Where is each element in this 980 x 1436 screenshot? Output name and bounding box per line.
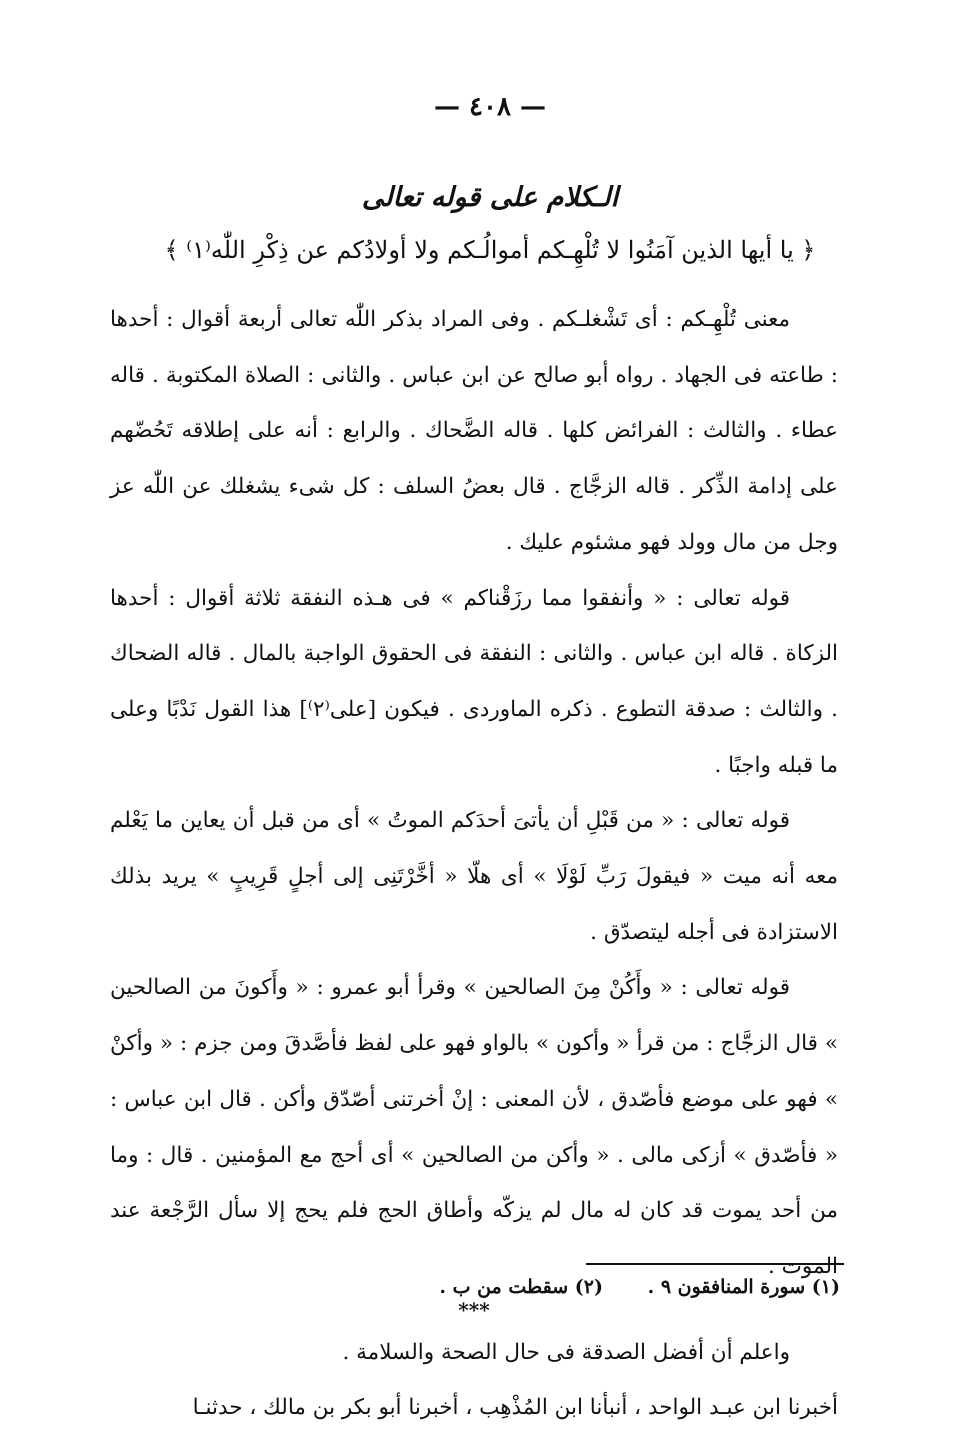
paragraph-isnad: أخبرنا ابن عبـد الواحد ، أنبأنا ابن المُذْهِب ، أخبرنا أبو بكر بن مالك ، حدثنـا bbox=[192, 1395, 838, 1421]
paragraph-spending: قوله تعالى : « وأنفقوا مما رزَقْناكم » فى هـذه النفقة ثلاثة أقوال : أحدها الزكاة . قاله ابن عباس . والثانى : النفقة فى الحقوق الواجبة بالمال . قاله الضحاك . والثالث : صدقة التطوع . ذكره الماوردى . فيكون [على⁽٢⁾] هذا القول نَدْبًا وعلى ما قبله واجبًا . bbox=[110, 585, 838, 778]
section-title: الـكلام على قوله تعالى bbox=[361, 182, 619, 213]
quran-verse: ﴿ يا أيها الذين آمَنُوا لا تُلْهِـكم أموالُـكم ولا أولادُكم عن ذِكْرِ اللّٰه⁽١⁾ ﴾ bbox=[164, 236, 816, 264]
paragraph-best-charity: واعلم أن أفضل الصدقة فى حال الصحة والسلامة . bbox=[342, 1339, 790, 1365]
paragraph-righteous: قوله تعالى : « وأَكُنْ مِنَ الصالحين » وقرأ أبو عمرو : « وأَكونَ من الصالحين » قال الزجَّاج : من قرأ « وأكون » بالواو فهو على لفظ فأصَّدقَ ومن جزم : « وأكنْ » فهو على موضع فأصّدق ، لأن المعنى : إنْ أخرتنى أصّدّق وأكن . قال ابن عباس : « فأصّدق » أزكى مالى . « وأكن من الصالحين » أى أحج مع المؤمنين . قال : وما من أحد يموت قد كان له مال لم يزكّه وأطاق الحج فلم يحج إلا سأل الرَّجْعة عند الموت . bbox=[110, 975, 838, 1279]
paragraph-before-death: قوله تعالى : « من قَبْلِ أن يأتىَ أحدَكم الموتُ » أى من قبل أن يعاين ما يَعْلم معه أنه ميت « فيقولَ رَبِّ لَوْلَا » أى هلّا « أخَّرْتَنِى إلى أجلٍ قَرِيبٍ » يريد بذلك الاستزادة فى أجله ليتصدّق . bbox=[110, 808, 838, 945]
paragraph-meaning: معنى تُلْهِـكم : أى تَشْغلـكم . وفى المراد بذكر اللّٰه تعالى أربعة أقوال : أحدها : طاعته فى الجهاد . رواه أبو صالح عن ابن عباس . والثانى : الصلاة المكتوبة . قاله عطاء . والثالث : الفرائض كلها . قاله الضَّحاك . والرابع : أنه على إطلاقه تَحُضّهم على إدامة الذِّكر . قاله الزجَّاج . قال بعضُ السلف : كل شىء يشغلك عن اللّٰه عز وجل من مال وولد فهو مشئوم عليك . bbox=[110, 307, 838, 555]
section-separator: *** bbox=[458, 1297, 490, 1322]
page-number: — ٤٠٨ — bbox=[433, 92, 547, 122]
footnote-1: (١) سورة المنافقون ٩ . bbox=[647, 1276, 840, 1298]
footnote-divider bbox=[586, 1263, 844, 1265]
footnotes bbox=[300, 1272, 840, 1302]
footnote-2: (٢) سقطت من ب . bbox=[439, 1276, 603, 1298]
